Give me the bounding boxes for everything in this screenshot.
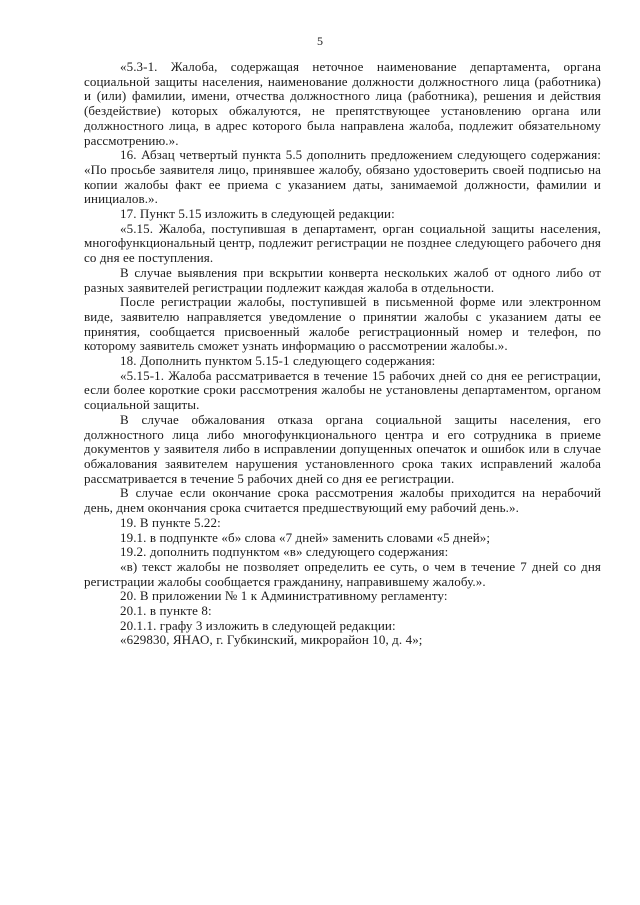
paragraph-item-20-1-1: 20.1.1. графу 3 изложить в следующей редакции: bbox=[120, 617, 396, 633]
paragraph-item-19-1: 19.1. в подпункте «б» слова «7 дней» заменить словами «5 дней»; bbox=[120, 529, 491, 545]
paragraph-item-18: 18. Дополнить пунктом 5.15-1 следующего содержания: bbox=[120, 353, 436, 369]
paragraph-item-16: 16. Абзац четвертый пункта 5.5 дополнить предложением следующего содержания: «По просьбе заявителя лицо, принявшее жалобу, обязано удостоверить своей подписью на копии жалобы факт ее приема с указанием даты, занимаемой должности, фамилии и инициалов.». bbox=[84, 147, 601, 207]
paragraph-after-registration: После регистрации жалобы, поступившей в письменной форме или электронном виде, заявителю направляется уведомление о принятии жалобы с указанием даты ее принятия, сообщается присвоенный жалобе регистрационный номер и телефон, по которому заявитель сможет узнать информацию о рассмотрении жалобы.». bbox=[84, 294, 601, 354]
paragraph-5-3-1: «5.3-1. Жалоба, содержащая неточное наименование департамента, органа социальной защиты населения, наименование должности должностного лица (работника) и (или) фамилии, имени, отчества должностного лица (работника), решения и действия (бездействие) которых обжалуются, не препятствующее установлению органа или должностного лица, в адрес которого была направлена жалоба, подлежит обязательному рассмотрению.». bbox=[84, 59, 601, 148]
paragraph-item-17: 17. Пункт 5.15 изложить в следующей редакции: bbox=[120, 206, 395, 222]
paragraph-item-19-2: 19.2. дополнить подпунктом «в» следующего содержания: bbox=[120, 544, 449, 560]
page-number: 5 bbox=[317, 34, 323, 48]
paragraph-item-19: 19. В пункте 5.22: bbox=[120, 514, 221, 530]
paragraph-item-20: 20. В приложении № 1 к Административному регламенту: bbox=[120, 588, 448, 604]
paragraph-subitem-v: «в) текст жалобы не позволяет определить ее суть, о чем в течение 7 дней со дня регистрации жалобы сообщается гражданину, направившему жалобу.». bbox=[84, 558, 601, 589]
paragraph-multiple-complaints: В случае выявления при вскрытии конверта нескольких жалоб от одного либо от разных заявителей регистрации подлежит каждая жалоба в отдельности. bbox=[84, 264, 601, 295]
document-body bbox=[84, 60, 601, 648]
paragraph-item-20-1: 20.1. в пункте 8: bbox=[120, 603, 212, 619]
paragraph-5-15: «5.15. Жалоба, поступившая в департамент, орган социальной защиты населения, многофункциональный центр, подлежит регистрации не позднее следующего рабочего дня со дня ее поступления. bbox=[84, 220, 601, 266]
paragraph-5-15-1: «5.15-1. Жалоба рассматривается в течение 15 рабочих дней со дня ее регистрации, если более короткие сроки рассмотрения жалобы не установлены департаментом, органом социальной защиты. bbox=[84, 367, 601, 413]
paragraph-address: «629830, ЯНАО, г. Губкинский, микрорайон 10, д. 4»; bbox=[120, 632, 423, 648]
paragraph-nonworking-day: В случае если окончание срока рассмотрения жалобы приходится на нерабочий день, днем окончания срока считается предшествующий ему рабочий день.». bbox=[84, 485, 601, 516]
paragraph-refusal-appeal: В случае обжалования отказа органа социальной защиты населения, его должностного лица либо многофункционального центра и его сотрудника в приеме документов у заявителя либо в исправлении допущенных опечаток и ошибок или в случае обжалования заявителем нарушения установленного срока таких исправлений жалоба рассматривается в течение 5 рабочих дней со дня ее регистрации. bbox=[84, 411, 601, 486]
